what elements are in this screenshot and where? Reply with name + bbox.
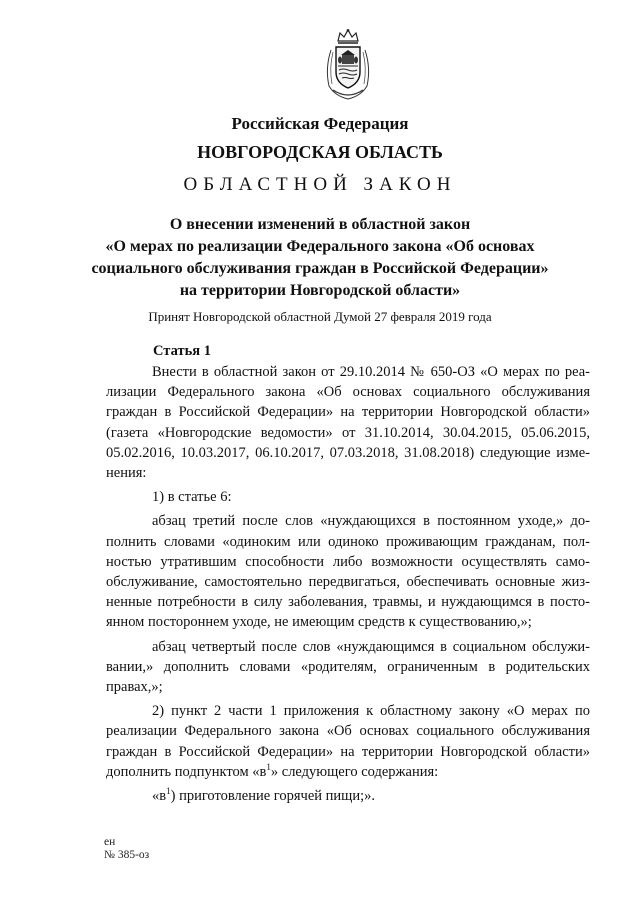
article-body	[106, 362, 590, 806]
title-line: на территории Новгородской области»	[179, 282, 461, 299]
text-fragment: » следующего содержания:	[270, 763, 439, 780]
text-line: 05.02.2016, 10.03.2017, 06.10.2017, 07.03.2018, 31.08.2018) следующие изме-	[106, 444, 590, 461]
text-line: обслуживание, самостоятельно передвигаться, обеспечивать основные жиз-	[106, 574, 590, 591]
text-line: вании,» дополнить словами «родителям, ограниченным в родительских	[106, 658, 590, 675]
title-line: О внесении изменений в областной закон	[169, 216, 471, 233]
region-name: НОВГОРОДСКАЯ ОБЛАСТЬ	[197, 142, 443, 162]
text-line: граждан в Российской Федерации» на территории Новгородской области»	[106, 404, 590, 421]
text-line: правах,»;	[106, 679, 163, 696]
text-line: граждан в Российской Федерации» на территории Новгородской области»	[106, 743, 590, 760]
text-line	[106, 762, 590, 782]
text-line: (газета «Новгородские ведомости» от 31.10.2014, 30.04.2015, 05.06.2015,	[106, 424, 590, 441]
text-line: реализации Федерального закона «Об основах социального обслуживания	[106, 723, 590, 740]
footer	[104, 836, 149, 862]
text-line: полнить словами «одиноким или одиноко проживающим гражданам, пол-	[106, 533, 590, 550]
country-name: Российская Федерация	[231, 114, 409, 133]
text-line: нения:	[106, 465, 147, 482]
article-heading: Статья 1	[153, 343, 211, 359]
text-line: лизации Федерального закона «Об основах социального обслуживания	[106, 384, 590, 401]
law-number: № 385-оз	[104, 849, 150, 861]
quoted-subparagraph	[106, 786, 590, 806]
text-line: абзац третий после слов «нуждающихся в постоянном уходе,» до-	[152, 513, 590, 530]
novgorod-coat-of-arms-icon	[321, 28, 375, 102]
executor-code: ен	[104, 836, 116, 848]
text-line: Внести в областной закон от 29.10.2014 № 650-ОЗ «О мерах по реа-	[152, 364, 590, 380]
law-title	[80, 214, 560, 302]
adoption-note: Принят Новгородской областной Думой 27 февраля 2019 года	[148, 309, 492, 324]
title-line: социального обслуживания граждан в Российской Федерации»	[91, 260, 549, 277]
text-fragment: «в	[152, 788, 167, 805]
superscript: 1	[166, 786, 171, 797]
document-type: ОБЛАСТНОЙ ЗАКОН	[183, 174, 457, 195]
text-fragment: ) приготовление горячей пищи;».	[170, 788, 375, 805]
text-line: 2) пункт 2 части 1 приложения к областному закону «О мерах по	[152, 703, 590, 720]
superscript: 1	[266, 762, 271, 773]
list-item: 1) в статье 6:	[152, 489, 232, 506]
title-line: «О мерах по реализации Федерального закона «Об основах	[105, 238, 535, 255]
text-line: янном постороннем уходе, не имеющим средств к существованию,»;	[106, 614, 532, 631]
text-line: ностью утратившим способности либо возможности осуществлять само-	[106, 553, 590, 570]
text-fragment: дополнить подпунктом «в	[106, 763, 267, 780]
text-line: ненные потребности в силу заболевания, травмы, и нуждающимся в посто-	[106, 594, 590, 611]
text-line: абзац четвертый после слов «нуждающимся в социальном обслужи-	[152, 638, 590, 655]
